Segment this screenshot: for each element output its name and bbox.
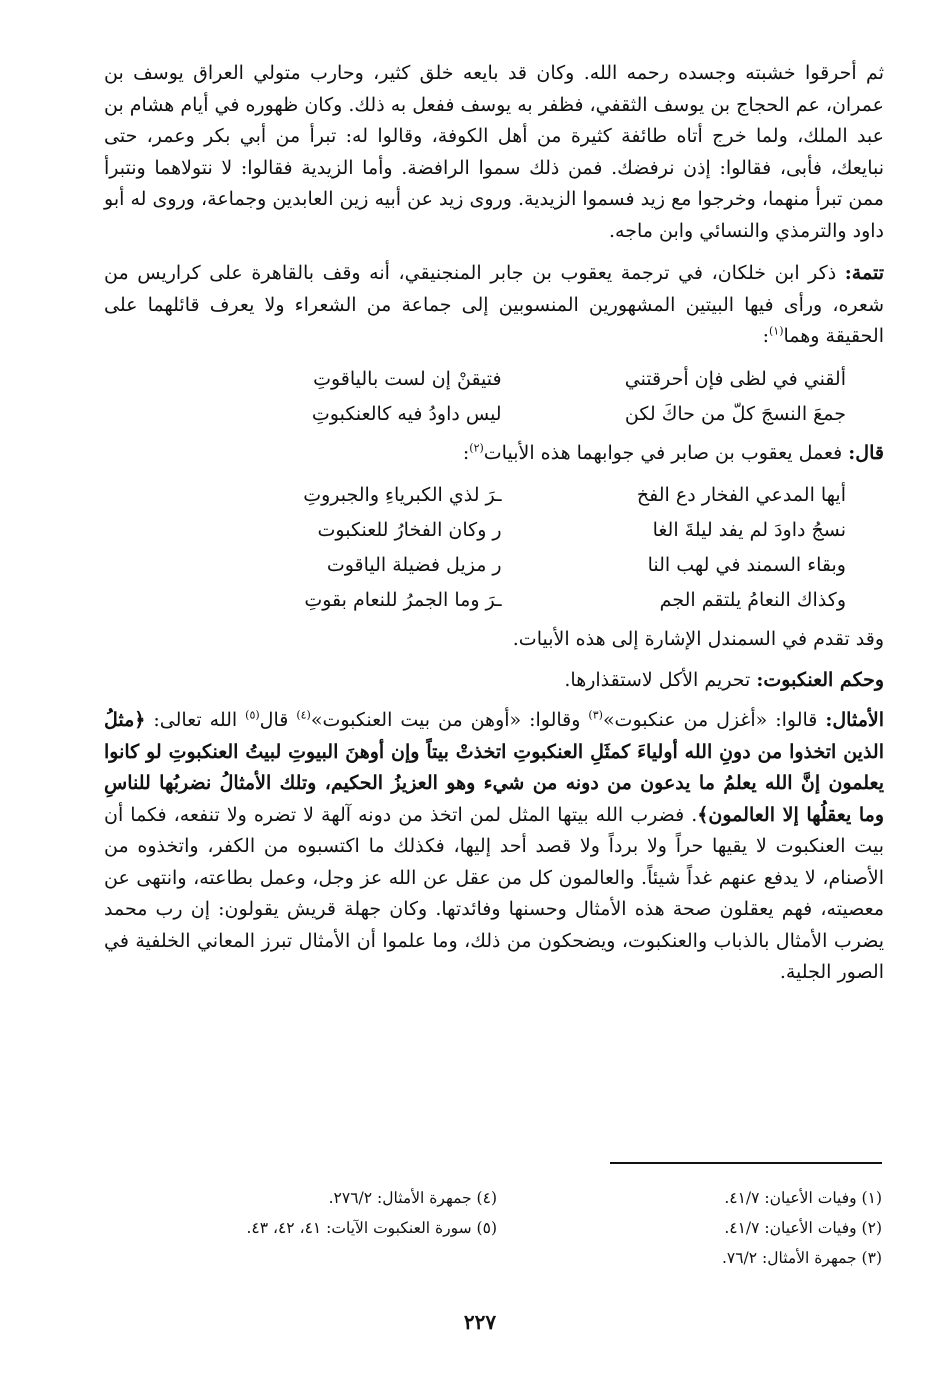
hukm-text: تحريم الأكل لاستقذارها. [564, 668, 751, 691]
amthal-text-d: الله تعالى: [153, 709, 246, 731]
tatimma-text: ذكر ابن خلكان، في ترجمة يعقوب بن جابر المنجنيقي، أنه وقف بالقاهرة على كراريس من شعره، ورأى فيها البيتين المشهورين المنسوبين إلى جماعة من الشعراء ولا يعرف قائلهما على الحقيقة وهما [104, 262, 884, 347]
poem-line [104, 583, 884, 618]
page-body [104, 58, 884, 989]
poem-hemistich-second: ـرَ وما الجمرُ للنعام بقوتِ [304, 589, 502, 611]
footnote-3: (٣) جمهرة الأمثال: ٧٦/٢. [721, 1249, 882, 1267]
paragraph-zayd: ثم أحرقوا خشبته وجسده رحمه الله. وكان قد بايعه خلق كثير، وحارب متولي العراق يوسف بن عمران، عم الحجاج بن يوسف الثقفي، فظفر به يوسف ففعل به ذلك. وكان ظهوره في أيام هشام بن عبد الملك، ولما خرج أتاه طائفة كثيرة من أهل الكوفة، وقالوا له: تبرأ من أبي بكر وعمر، حتى نبايعك، فأبى، فقالوا: إذن نرفضك. فمن ذلك سموا الرافضة. وأما الزيدية فقالوا: لا نتولاهما ونتبرأ ممن تبرأ منهما، وخرجوا مع زيد فسموا الزيدية. وروى زيد عن أبيه زين العابدين وجماعة، وروى له أبو داود والترمذي والنسائي وابن ماجه. [104, 62, 884, 242]
footnote-ref-3[interactable]: (٣) [588, 708, 603, 722]
poem-hemistich-second: ـرَ لذي الكبرياءِ والجبروتِ [303, 484, 502, 506]
poem-hemistich-first: وكذاك النعامُ يلتقم الجم [659, 589, 846, 611]
poem-line [104, 513, 884, 548]
poem-line [104, 397, 884, 432]
paragraph-hukm [104, 665, 884, 697]
poem-hemistich-first: ألقني في لظى فإن أحرقتني [624, 367, 846, 390]
poem-line [104, 478, 884, 513]
qal-end: : [462, 441, 470, 464]
poem-hemistich-first: وبقاء السمند في لهب النا [647, 554, 846, 576]
paragraph-qal [104, 438, 884, 470]
amthal-label: الأمثال: [825, 709, 884, 731]
amthal-text-a: قالوا: «أغزل من عنكبوت» [602, 709, 818, 731]
footnotes-column-right [622, 1183, 882, 1273]
poem-hemistich-second: ر وكان الفخارُ للعنكبوت [317, 519, 502, 541]
poem-hemistich-first: جمعَ النسجَ كلّ من حاكَ لكن [624, 402, 846, 425]
hukm-label: وحكم العنكبوت: [756, 668, 884, 691]
poem-hemistich-first: أيها المدعي الفخار دع الفخ [636, 484, 846, 506]
poem-line [104, 362, 884, 397]
footnote-4: (٤) جمهرة الأمثال: ٢٧٦/٢. [328, 1189, 497, 1207]
amthal-text-c: قال [259, 709, 297, 731]
poem-original [104, 362, 884, 432]
footnote-ref-1[interactable]: (١) [769, 324, 784, 338]
paragraph-samandal: وقد تقدم في السمندل الإشارة إلى هذه الأبيات. [512, 628, 884, 650]
footnote-ref-5[interactable]: (٥) [245, 708, 260, 722]
footnote-5: (٥) سورة العنكبوت الآيات: ٤١، ٤٢، ٤٣. [246, 1219, 497, 1237]
footnote-ref-2[interactable]: (٢) [469, 441, 484, 455]
footnote-divider [610, 1162, 882, 1164]
footnotes-column-left [152, 1183, 497, 1243]
poem-hemistich-second: ليس داودُ فيه كالعنكبوتِ [311, 402, 502, 425]
footnote-1: (١) وفيات الأعيان: ٤١/٧. [724, 1189, 882, 1207]
poem-hemistich-second: فتيقنْ إن لست بالياقوتِ [313, 367, 502, 390]
amthal-text-b: وقالوا: «أوهن من بيت العنكبوت» [310, 709, 589, 731]
footnote-ref-4[interactable]: (٤) [296, 708, 311, 722]
page-number: ٢٢٧ [463, 1310, 497, 1334]
tatimma-label: تتمة: [844, 262, 884, 284]
poem-line [104, 548, 884, 583]
poem-hemistich-second: ر مزيل فضيلة الياقوت [326, 554, 502, 576]
tatimma-end: : [762, 325, 769, 347]
amthal-text-e: . فضرب الله بيتها المثل لمن اتخذ من دونه آلهة لا تضره ولا تنفعه، فكما أن بيت العنكبوت لا يقيها حراً ولا برداً ولا قصد أحد إليها، فكذلك ما اكتسبوه من الكفر، واتخذوه من الأصنام، لا يدفع عنهم غداً شيئاً. والعالمون كل من عقل عن الله عز وجل، وعمل بطاعته، وانتهى عن معصيته، فهم يعقلون صحة هذه الأمثال وحسنها وفائدتها. وكان جهلة قريش يقولون: إن رب محمد يضرب الأمثال بالذباب والعنكبوت، ويضحكون من ذلك، وما علموا أن الأمثال تبرز المعاني الخلفية في الصور الجلية. [104, 803, 884, 983]
poem-hemistich-first: نسجُ داودَ لم يفد ليلةَ الغا [652, 519, 846, 541]
qal-label: قال: [848, 441, 884, 464]
qal-text: فعمل يعقوب بن صابر في جوابهما هذه الأبيات [483, 441, 843, 464]
quran-verse: ﴿مثلُ الذين اتخذوا من دونِ الله أولياءَ كمثَلِ العنكبوتِ اتخذتْ بيتاً وإن أوهنَ البيوتِ لبيتُ العنكبوتِ لو كانوا يعلمون إنَّ الله يعلمُ ما يدعون من دونه من شيء وهو العزيزُ الحكيم، وتلك الأمثالُ نضربُها للناسِ وما يعقلُها إلا العالمون﴾ [104, 709, 885, 826]
poem-reply [104, 478, 884, 618]
paragraph-amthal [104, 705, 884, 989]
paragraph-tatimma [104, 258, 884, 353]
footnote-2: (٢) وفيات الأعيان: ٤١/٧. [724, 1219, 882, 1237]
